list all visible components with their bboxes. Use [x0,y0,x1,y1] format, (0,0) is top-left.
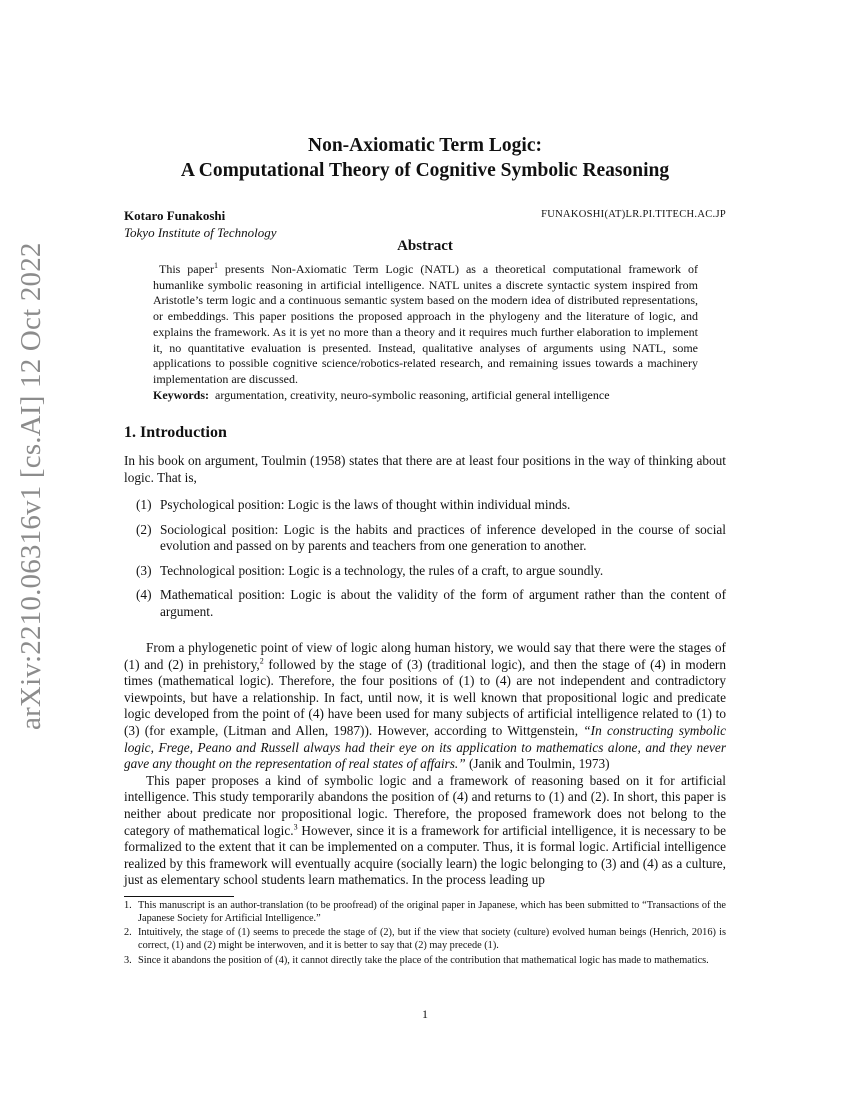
abstract-paragraph [153,262,698,388]
list-number: (2) [136,521,152,537]
list-number: (1) [136,497,152,512]
footnote-ref-1: 1 [213,261,218,270]
abstract-body [153,262,698,403]
p2-text-b: followed by the stage of (3) (traditional logic), and then the stage of (4) in modern times (mathematical logic). Therefore, the four positions of (1) to (4) are not independent and contradictory viewpoints, but have a relationship. In fact, until now, it is well known that propositional logic and predicate logic developed from the point of (4) have been used for many subjects of artificial intelligence related to (1) to (3) (for example, (Litman and Allen, 1987)). However, according to Wittgenstein, [124,656,726,738]
footnote-ref-2: 2 [259,656,264,666]
footnote-divider [124,896,234,897]
footnote-number: 3. [124,954,132,966]
footnote-text: Since it abandons the position of (4), it cannot directly take the place of the contribution that mathematical logic has made to mathematics. [138,954,709,966]
abstract-heading: Abstract [397,238,453,254]
paragraph-proposal [124,773,726,889]
abstract-text-start: This paper [159,262,214,276]
footnote-text: Intuitively, the stage of (1) seems to precede the stage of (2), but if the view that society (culture) evolved human beings (Henrich, 2016) is correct, (1) and (2) might be interwoven, and it is better to say that (2) may precede (1). [138,927,726,952]
footnote-text: This manuscript is an author-translation (to be proofread) of the original paper in Japanese, which has been submitted to “Transactions of the Japanese Society for Artificial Intelligence.” [138,900,726,924]
author-affiliation: Tokyo Institute of Technology [124,225,277,240]
p2-citation: (Janik and Toulmin, 1973) [465,756,610,772]
list-item [124,497,726,514]
page-number: 1 [422,1007,428,1021]
paper-title [100,133,750,183]
list-text: Sociological position: Logic is the habits and practices of inference developed in the course of social evolution and passed on by parents and teachers from one generation to another. [160,521,726,554]
wittgenstein-quote: “In constructing symbolic logic, Frege, Peano and Russell always had their eye on its application to mathematics alone, and they never gave any thought on the representation of real states of affairs.” [124,722,726,772]
list-text: Mathematical position: Logic is about the validity of the form of argument rather than the content of argument. [160,587,726,619]
list-text: Psychological position: Logic is the laws of thought within individual minds. [160,497,571,512]
body-paragraphs [124,640,726,889]
keywords-list: argumentation, creativity, neuro-symbolic reasoning, artificial general intelligence [215,387,610,402]
footnote-number: 1. [124,900,132,911]
author-name: Kotaro Funakoshi [124,208,226,223]
positions-list [124,497,726,629]
list-text: Technological position: Logic is a technology, the rules of a craft, to argue soundly. [160,562,604,578]
footnote [124,927,726,952]
footnote [124,900,726,925]
section-heading: 1. Introduction [124,424,227,441]
intro-text: In his book on argument, Toulmin (1958) states that there are at least four positions in the way of thinking about logic. That is, [124,453,726,485]
list-item [124,587,726,620]
footnote-number: 2. [124,927,132,939]
p3-text-a: This paper proposes a kind of symbolic logic and a framework of reasoning based on it for artificial intelligence. This study temporarily abandons the position of (4) and returns to (1) and (2). In short, this paper is neither about predicate nor propositional logic. Therefore, the proposed framework does not belong to the category of mathematical logic. [124,772,726,838]
arxiv-stamp: arXiv:2210.06316v1 [cs.AI] 12 Oct 2022 [15,242,47,730]
list-number: (3) [136,562,152,578]
author-email: FUNAKOSHI(AT)LR.PI.TITECH.AC.JP [541,209,726,220]
intro-paragraph [124,453,726,486]
footnotes [124,900,726,970]
abstract-text-rest: presents Non-Axiomatic Term Logic (NATL) as a theoretical computational framework of humanlike symbolic reasoning in artificial intelligence. NATL unites a discrete syntactic system inspired from Aristotle’s term logic and a continuous semantic system based on the modern idea of distributed representations, or embeddings. This paper positions the proposed approach in the phylogeny and the literature of logic, and explains the framework. As it is yet no more than a theory and it requires much further elaboration to implement it, no quantitative evaluation is presented. Instead, qualitative analyses of arguments using NATL, some applications to possible cognitive science/robotics-related research, and remaining issues towards a machinery implementation are discussed. [153,262,698,386]
title-line-1: Non-Axiomatic Term Logic: [308,135,542,156]
title-line-2: A Computational Theory of Cognitive Symbolic Reasoning [180,160,670,181]
list-item [124,522,726,555]
p3-text-b: However, since it is a framework for artificial intelligence, it is necessary to be formalized to the extent that it can be implemented on a computer. Thus, it is formal logic. Artificial intelligence realized by this framework will eventually acquire (socially learn) the logic belonging to (3) and (4) as a culture, just as elementary school students learn mathematics. In the process leading up [124,822,727,888]
footnote-ref-3: 3 [293,822,298,832]
paragraph-phylogeny [124,640,726,773]
keywords-label: Keywords: [153,387,209,402]
list-item [124,563,726,580]
keywords [153,388,698,404]
list-number: (4) [136,587,152,603]
p2-text-a: From a phylogenetic point of view of logic along human history, we would say that there were the stages of (1) and (2) in prehistory, [124,640,726,672]
footnote [124,955,726,968]
